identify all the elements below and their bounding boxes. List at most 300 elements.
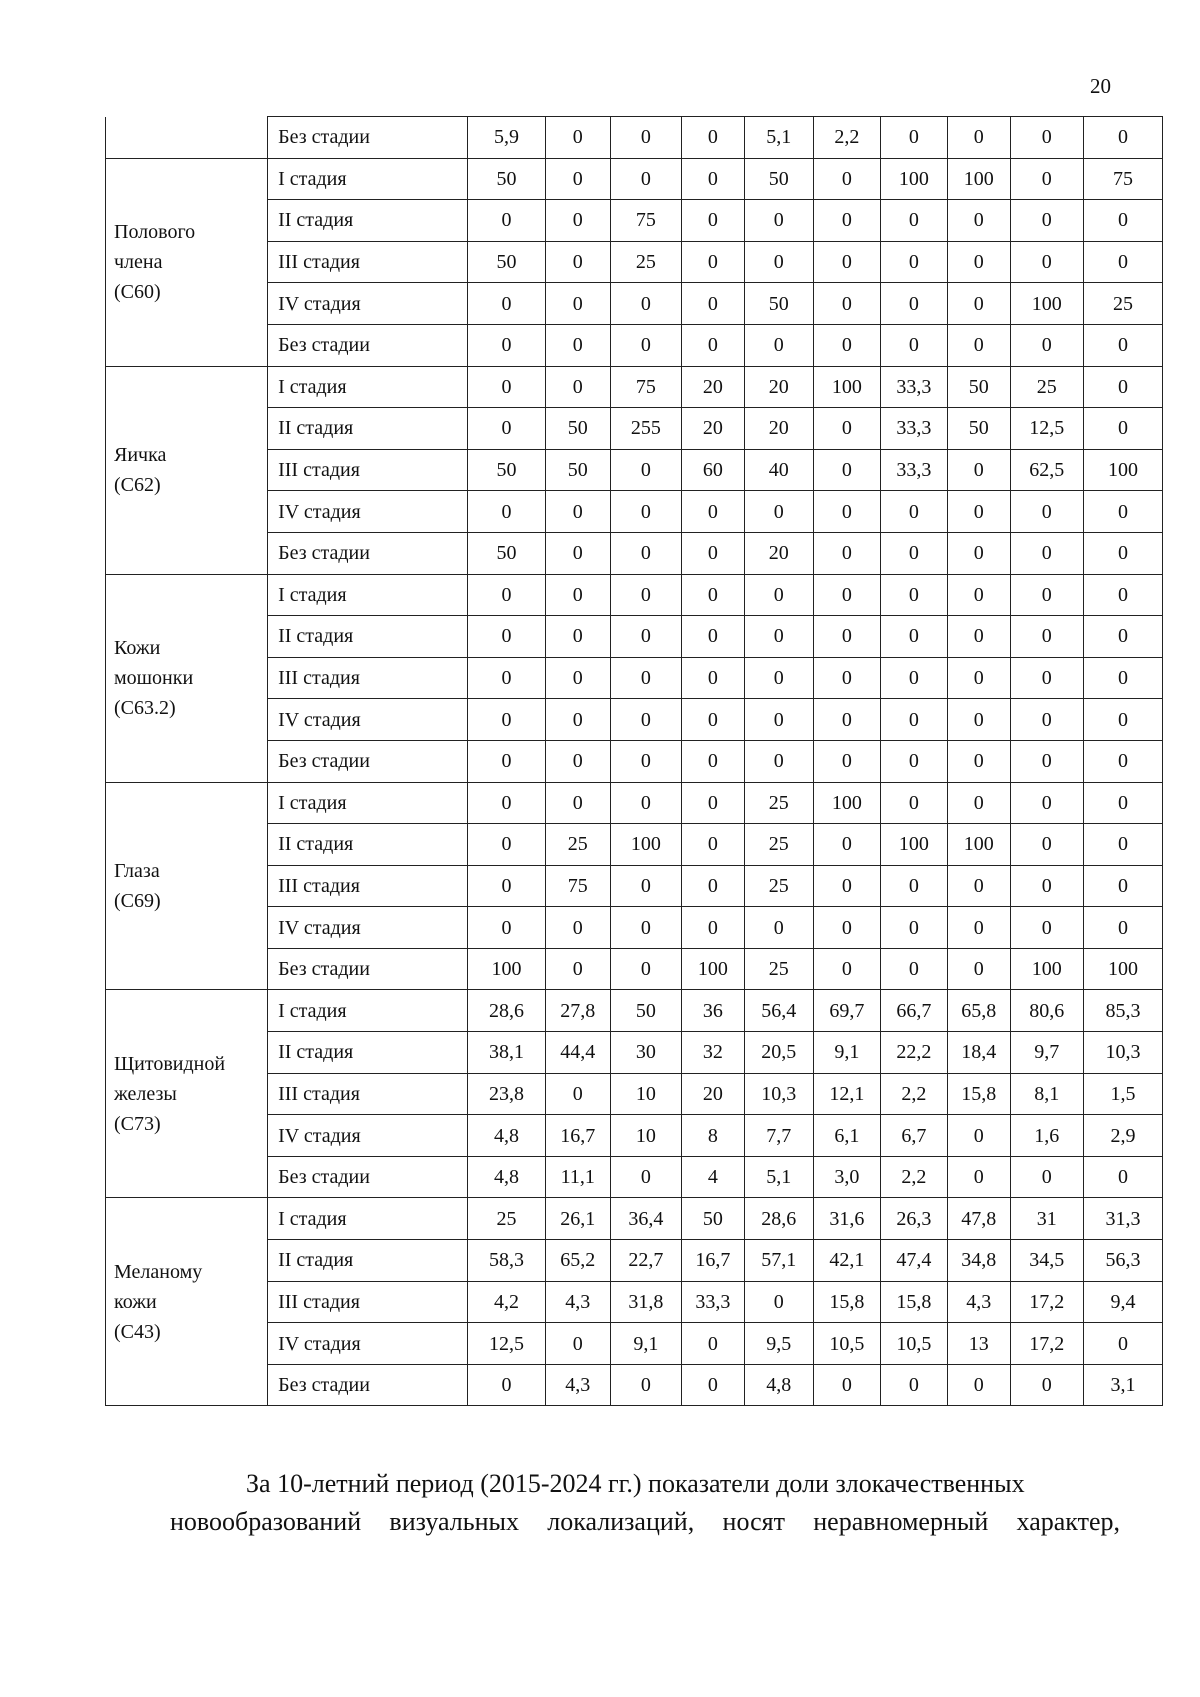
value-cell: 0 <box>682 283 745 325</box>
value-cell: 0 <box>880 283 947 325</box>
value-cell: 75 <box>610 200 681 242</box>
value-cell: 100 <box>947 158 1010 200</box>
value-cell: 44,4 <box>545 1032 610 1074</box>
value-cell: 17,2 <box>1010 1281 1083 1323</box>
value-cell: 20 <box>682 366 745 408</box>
value-cell: 0 <box>744 491 813 533</box>
value-cell: 0 <box>744 740 813 782</box>
value-cell: 10,3 <box>1084 1032 1163 1074</box>
value-cell: 47,8 <box>947 1198 1010 1240</box>
value-cell: 0 <box>1084 491 1163 533</box>
value-cell: 9,4 <box>1084 1281 1163 1323</box>
value-cell: 0 <box>610 699 681 741</box>
value-cell: 0 <box>1010 657 1083 699</box>
value-cell: 11,1 <box>545 1156 610 1198</box>
value-cell: 0 <box>468 865 546 907</box>
stage-label: I стадия <box>268 158 468 200</box>
value-cell: 17,2 <box>1010 1323 1083 1365</box>
page-number: 20 <box>1090 74 1111 98</box>
value-cell: 65,8 <box>947 990 1010 1032</box>
value-cell: 16,7 <box>545 1115 610 1157</box>
value-cell: 0 <box>744 616 813 658</box>
value-cell: 0 <box>813 158 880 200</box>
value-cell: 3,0 <box>813 1156 880 1198</box>
value-cell: 0 <box>1084 532 1163 574</box>
value-cell: 15,8 <box>947 1073 1010 1115</box>
value-cell: 50 <box>468 241 546 283</box>
value-cell: 75 <box>1084 158 1163 200</box>
value-cell: 0 <box>545 948 610 990</box>
value-cell: 4,3 <box>545 1281 610 1323</box>
value-cell: 0 <box>1010 907 1083 949</box>
value-cell: 0 <box>813 241 880 283</box>
value-cell: 34,5 <box>1010 1240 1083 1282</box>
value-cell: 0 <box>610 574 681 616</box>
value-cell: 1,5 <box>1084 1073 1163 1115</box>
value-cell: 0 <box>1084 241 1163 283</box>
value-cell: 0 <box>1010 616 1083 658</box>
value-cell: 9,7 <box>1010 1032 1083 1074</box>
value-cell: 62,5 <box>1010 449 1083 491</box>
value-cell: 0 <box>880 699 947 741</box>
value-cell: 25 <box>1010 366 1083 408</box>
stage-label: I стадия <box>268 1198 468 1240</box>
value-cell: 27,8 <box>545 990 610 1032</box>
value-cell: 28,6 <box>744 1198 813 1240</box>
value-cell: 0 <box>1010 824 1083 866</box>
value-cell: 0 <box>880 200 947 242</box>
value-cell: 16,7 <box>682 1240 745 1282</box>
value-cell: 40 <box>744 449 813 491</box>
localization-cell <box>106 366 268 574</box>
stage-label: Без стадии <box>268 948 468 990</box>
value-cell: 0 <box>1084 200 1163 242</box>
value-cell: 50 <box>545 449 610 491</box>
stage-label: II стадия <box>268 616 468 658</box>
stage-label: III стадия <box>268 241 468 283</box>
value-cell: 25 <box>744 782 813 824</box>
value-cell: 75 <box>545 865 610 907</box>
value-cell: 0 <box>682 241 745 283</box>
value-cell: 0 <box>947 616 1010 658</box>
value-cell: 0 <box>545 366 610 408</box>
value-cell: 0 <box>880 574 947 616</box>
value-cell: 69,7 <box>813 990 880 1032</box>
value-cell: 50 <box>610 990 681 1032</box>
value-cell: 0 <box>744 324 813 366</box>
value-cell: 85,3 <box>1084 990 1163 1032</box>
table-row <box>106 990 1163 1032</box>
value-cell: 20 <box>682 408 745 450</box>
value-cell: 0 <box>880 241 947 283</box>
stage-label: Без стадии <box>268 1156 468 1198</box>
value-cell: 25 <box>744 824 813 866</box>
value-cell: 100 <box>610 824 681 866</box>
value-cell: 0 <box>813 865 880 907</box>
value-cell: 0 <box>880 117 947 159</box>
localization-cell <box>106 158 268 366</box>
value-cell: 0 <box>610 865 681 907</box>
value-cell: 0 <box>947 948 1010 990</box>
value-cell: 0 <box>880 616 947 658</box>
localization-label: Меланому <box>114 1260 203 1283</box>
value-cell: 2,9 <box>1084 1115 1163 1157</box>
value-cell: 0 <box>1010 158 1083 200</box>
value-cell: 0 <box>545 1073 610 1115</box>
value-cell: 100 <box>1084 948 1163 990</box>
value-cell: 60 <box>682 449 745 491</box>
value-cell: 0 <box>1084 657 1163 699</box>
value-cell: 0 <box>947 241 1010 283</box>
value-cell: 0 <box>545 324 610 366</box>
value-cell: 20 <box>744 408 813 450</box>
value-cell: 100 <box>468 948 546 990</box>
value-cell: 0 <box>880 740 947 782</box>
value-cell: 50 <box>744 283 813 325</box>
value-cell: 0 <box>1084 574 1163 616</box>
value-cell: 66,7 <box>880 990 947 1032</box>
body-paragraph <box>170 1465 1120 1541</box>
stage-label: IV стадия <box>268 1323 468 1365</box>
value-cell: 15,8 <box>813 1281 880 1323</box>
value-cell: 0 <box>1084 865 1163 907</box>
value-cell: 0 <box>1084 1323 1163 1365</box>
value-cell: 0 <box>468 740 546 782</box>
value-cell: 0 <box>1010 117 1083 159</box>
value-cell: 0 <box>610 491 681 533</box>
paragraph-line-2: новообразований визуальных локализаций, носят неравномерный характер, <box>170 1507 1120 1536</box>
value-cell: 0 <box>1084 699 1163 741</box>
value-cell: 9,5 <box>744 1323 813 1365</box>
value-cell: 12,5 <box>1010 408 1083 450</box>
value-cell: 25 <box>468 1198 546 1240</box>
value-cell: 0 <box>880 657 947 699</box>
value-cell: 100 <box>880 158 947 200</box>
value-cell: 0 <box>880 324 947 366</box>
value-cell: 100 <box>813 366 880 408</box>
value-cell: 0 <box>1084 740 1163 782</box>
localization-label: члена <box>114 251 163 274</box>
value-cell: 0 <box>813 491 880 533</box>
value-cell: 32 <box>682 1032 745 1074</box>
value-cell: 0 <box>947 117 1010 159</box>
localization-label: (С73) <box>114 1112 161 1135</box>
value-cell: 0 <box>610 532 681 574</box>
value-cell: 0 <box>682 782 745 824</box>
table-row <box>106 158 1163 200</box>
stage-label: II стадия <box>268 408 468 450</box>
value-cell: 0 <box>1010 574 1083 616</box>
value-cell: 23,8 <box>468 1073 546 1115</box>
value-cell: 0 <box>682 740 745 782</box>
value-cell: 0 <box>682 907 745 949</box>
value-cell: 0 <box>468 907 546 949</box>
value-cell: 0 <box>610 782 681 824</box>
value-cell: 0 <box>682 200 745 242</box>
value-cell: 0 <box>1084 324 1163 366</box>
value-cell: 0 <box>1010 1156 1083 1198</box>
value-cell: 0 <box>1084 408 1163 450</box>
value-cell: 0 <box>468 1364 546 1406</box>
value-cell: 42,1 <box>813 1240 880 1282</box>
table-row <box>106 117 1163 159</box>
value-cell: 34,8 <box>947 1240 1010 1282</box>
value-cell: 26,3 <box>880 1198 947 1240</box>
value-cell: 0 <box>545 158 610 200</box>
value-cell: 12,5 <box>468 1323 546 1365</box>
value-cell: 1,6 <box>1010 1115 1083 1157</box>
localization-cell <box>106 1198 268 1406</box>
value-cell: 56,4 <box>744 990 813 1032</box>
value-cell: 0 <box>880 948 947 990</box>
value-cell: 0 <box>545 117 610 159</box>
table-row <box>106 782 1163 824</box>
value-cell: 0 <box>610 1156 681 1198</box>
value-cell: 0 <box>682 158 745 200</box>
value-cell: 0 <box>813 740 880 782</box>
value-cell: 36,4 <box>610 1198 681 1240</box>
value-cell: 0 <box>545 491 610 533</box>
value-cell: 0 <box>468 324 546 366</box>
value-cell: 0 <box>947 657 1010 699</box>
value-cell: 0 <box>610 449 681 491</box>
value-cell: 25 <box>1084 283 1163 325</box>
stage-label: III стадия <box>268 865 468 907</box>
value-cell: 0 <box>545 782 610 824</box>
value-cell: 0 <box>744 657 813 699</box>
value-cell: 0 <box>744 200 813 242</box>
value-cell: 0 <box>1010 1364 1083 1406</box>
value-cell: 0 <box>813 408 880 450</box>
localization-cell <box>106 574 268 782</box>
value-cell: 100 <box>880 824 947 866</box>
value-cell: 0 <box>682 324 745 366</box>
value-cell: 0 <box>610 283 681 325</box>
value-cell: 0 <box>468 699 546 741</box>
localization-label: (С62) <box>114 474 161 497</box>
value-cell: 0 <box>1084 366 1163 408</box>
localization-label: (С69) <box>114 889 161 912</box>
value-cell: 38,1 <box>468 1032 546 1074</box>
value-cell: 0 <box>610 324 681 366</box>
value-cell: 10 <box>610 1073 681 1115</box>
value-cell: 0 <box>947 574 1010 616</box>
value-cell: 33,3 <box>682 1281 745 1323</box>
localization-label: мошонки <box>114 667 194 690</box>
stage-label: Без стадии <box>268 1364 468 1406</box>
value-cell: 0 <box>813 824 880 866</box>
value-cell: 0 <box>880 491 947 533</box>
value-cell: 0 <box>468 657 546 699</box>
value-cell: 31,6 <box>813 1198 880 1240</box>
value-cell: 0 <box>947 907 1010 949</box>
value-cell: 0 <box>610 158 681 200</box>
value-cell: 0 <box>545 283 610 325</box>
value-cell: 2,2 <box>813 117 880 159</box>
value-cell: 0 <box>813 532 880 574</box>
value-cell: 0 <box>468 574 546 616</box>
value-cell: 0 <box>744 699 813 741</box>
value-cell: 0 <box>468 283 546 325</box>
stage-label: IV стадия <box>268 491 468 533</box>
value-cell: 6,7 <box>880 1115 947 1157</box>
value-cell: 20 <box>744 532 813 574</box>
stage-label: II стадия <box>268 1240 468 1282</box>
value-cell: 0 <box>880 532 947 574</box>
value-cell: 31 <box>1010 1198 1083 1240</box>
value-cell: 0 <box>813 200 880 242</box>
value-cell: 0 <box>813 449 880 491</box>
stage-label: I стадия <box>268 574 468 616</box>
value-cell: 0 <box>610 907 681 949</box>
value-cell: 0 <box>1010 532 1083 574</box>
value-cell: 100 <box>1084 449 1163 491</box>
value-cell: 4,3 <box>545 1364 610 1406</box>
value-cell: 5,1 <box>744 117 813 159</box>
value-cell: 100 <box>947 824 1010 866</box>
value-cell: 50 <box>468 532 546 574</box>
value-cell: 15,8 <box>880 1281 947 1323</box>
stage-label: II стадия <box>268 824 468 866</box>
value-cell: 0 <box>468 491 546 533</box>
value-cell: 13 <box>947 1323 1010 1365</box>
value-cell: 9,1 <box>813 1032 880 1074</box>
value-cell: 0 <box>947 1156 1010 1198</box>
stage-label: I стадия <box>268 990 468 1032</box>
value-cell: 0 <box>947 699 1010 741</box>
value-cell: 100 <box>1010 283 1083 325</box>
value-cell: 50 <box>744 158 813 200</box>
value-cell: 4,8 <box>468 1156 546 1198</box>
value-cell: 7,7 <box>744 1115 813 1157</box>
value-cell: 0 <box>744 241 813 283</box>
value-cell: 25 <box>610 241 681 283</box>
value-cell: 0 <box>947 740 1010 782</box>
value-cell: 8,1 <box>1010 1073 1083 1115</box>
value-cell: 0 <box>682 657 745 699</box>
value-cell: 0 <box>947 200 1010 242</box>
value-cell: 0 <box>947 283 1010 325</box>
value-cell: 0 <box>610 1364 681 1406</box>
value-cell: 0 <box>1010 740 1083 782</box>
value-cell: 0 <box>947 449 1010 491</box>
value-cell: 0 <box>1010 782 1083 824</box>
localization-label: железы <box>114 1082 177 1105</box>
value-cell: 0 <box>545 657 610 699</box>
value-cell: 0 <box>1084 907 1163 949</box>
value-cell: 31,8 <box>610 1281 681 1323</box>
value-cell: 0 <box>880 1364 947 1406</box>
value-cell: 0 <box>744 907 813 949</box>
value-cell: 0 <box>947 532 1010 574</box>
value-cell: 56,3 <box>1084 1240 1163 1282</box>
value-cell: 0 <box>545 574 610 616</box>
value-cell: 0 <box>468 366 546 408</box>
value-cell: 0 <box>545 616 610 658</box>
value-cell: 100 <box>813 782 880 824</box>
value-cell: 0 <box>545 907 610 949</box>
value-cell: 22,7 <box>610 1240 681 1282</box>
value-cell: 0 <box>545 1323 610 1365</box>
value-cell: 0 <box>1010 491 1083 533</box>
value-cell: 25 <box>744 948 813 990</box>
value-cell: 50 <box>947 366 1010 408</box>
value-cell: 31,3 <box>1084 1198 1163 1240</box>
value-cell: 12,1 <box>813 1073 880 1115</box>
value-cell: 0 <box>813 324 880 366</box>
localization-label: кожи <box>114 1290 157 1313</box>
value-cell: 80,6 <box>1010 990 1083 1032</box>
value-cell: 36 <box>682 990 745 1032</box>
value-cell: 0 <box>1084 117 1163 159</box>
value-cell: 57,1 <box>744 1240 813 1282</box>
value-cell: 0 <box>682 1323 745 1365</box>
value-cell: 0 <box>947 865 1010 907</box>
value-cell: 255 <box>610 408 681 450</box>
localization-label: Полового <box>114 221 196 244</box>
value-cell: 0 <box>545 740 610 782</box>
value-cell: 0 <box>813 948 880 990</box>
localization-cell <box>106 990 268 1198</box>
value-cell: 4 <box>682 1156 745 1198</box>
stage-label: IV стадия <box>268 1115 468 1157</box>
value-cell: 26,1 <box>545 1198 610 1240</box>
stage-label: I стадия <box>268 366 468 408</box>
value-cell: 0 <box>947 324 1010 366</box>
stage-label: IV стадия <box>268 907 468 949</box>
value-cell: 0 <box>744 574 813 616</box>
value-cell: 2,2 <box>880 1073 947 1115</box>
value-cell: 0 <box>744 1281 813 1323</box>
value-cell: 20 <box>744 366 813 408</box>
value-cell: 0 <box>682 574 745 616</box>
localization-cell <box>106 117 268 159</box>
value-cell: 0 <box>468 408 546 450</box>
stage-label: III стадия <box>268 1073 468 1115</box>
value-cell: 9,1 <box>610 1323 681 1365</box>
value-cell: 0 <box>545 241 610 283</box>
stage-label: III стадия <box>268 449 468 491</box>
value-cell: 0 <box>1010 241 1083 283</box>
value-cell: 4,8 <box>744 1364 813 1406</box>
value-cell: 0 <box>610 948 681 990</box>
stage-label: II стадия <box>268 200 468 242</box>
value-cell: 22,2 <box>880 1032 947 1074</box>
value-cell: 25 <box>744 865 813 907</box>
localization-label: Глаза <box>114 859 160 882</box>
value-cell: 28,6 <box>468 990 546 1032</box>
value-cell: 0 <box>468 782 546 824</box>
value-cell: 33,3 <box>880 449 947 491</box>
value-cell: 0 <box>682 532 745 574</box>
table-body <box>106 117 1163 1406</box>
value-cell: 0 <box>1084 616 1163 658</box>
value-cell: 0 <box>682 616 745 658</box>
value-cell: 0 <box>682 699 745 741</box>
value-cell: 50 <box>468 158 546 200</box>
value-cell: 0 <box>947 1115 1010 1157</box>
value-cell: 65,2 <box>545 1240 610 1282</box>
value-cell: 0 <box>813 699 880 741</box>
stage-label: III стадия <box>268 657 468 699</box>
value-cell: 4,3 <box>947 1281 1010 1323</box>
value-cell: 0 <box>813 574 880 616</box>
localization-label: (С60) <box>114 281 161 304</box>
value-cell: 10,5 <box>880 1323 947 1365</box>
value-cell: 100 <box>682 948 745 990</box>
stage-label: II стадия <box>268 1032 468 1074</box>
value-cell: 0 <box>947 1364 1010 1406</box>
